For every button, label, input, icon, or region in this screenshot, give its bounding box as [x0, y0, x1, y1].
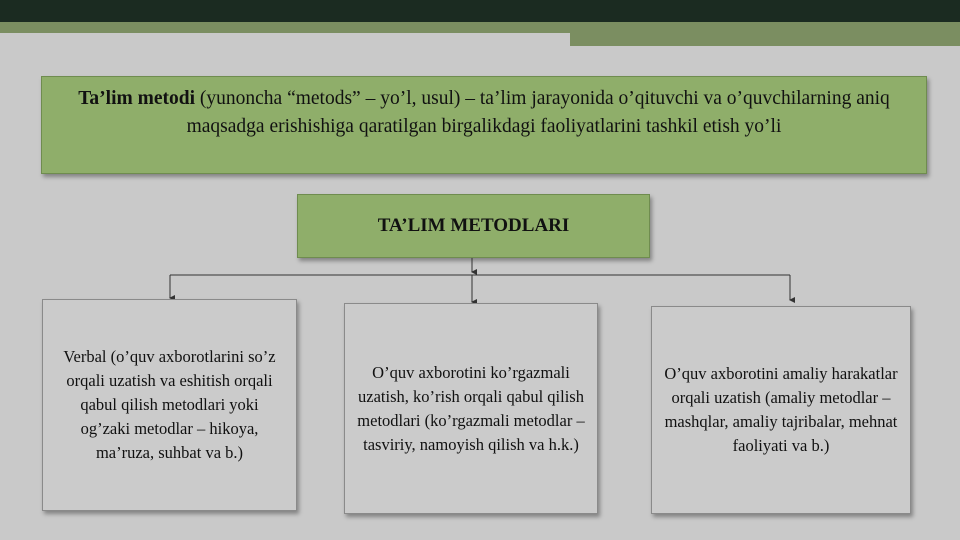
method-text-verbal: Verbal (o’quv axborotlarini so’z orqali uzatish va eshitish orqali qabul qilish metodlari yoki og’zaki metodlar – hikoya, ma’ruza, suhbat va b.) — [63, 347, 276, 462]
method-box-visual — [344, 303, 598, 514]
definition-term: Ta’lim metodi — [78, 88, 196, 109]
method-text-practical: O’quv axborotini amaliy harakatlar orqali uzatish (amaliy metodlar – mashqlar, amaliy tajribalar, mehnat faoliyati va b.) — [664, 364, 898, 455]
method-box-practical — [651, 306, 911, 514]
methods-title: TA’LIM METODLARI — [377, 215, 570, 236]
method-text-visual: O’quv axborotini ko’rgazmali uzatish, ko’rish orqali qabul qilish metodlari (ko’rgazmali metodlar – tasviriy, namoyish qilish va h.k.) — [357, 362, 585, 454]
method-box-verbal — [42, 299, 297, 511]
definition-text: (yunoncha “metods” – yo’l, usul) – ta’lim jarayonida o’qituvchi va o’quvchilarning aniq maqsadga erishishiga qaratilgan birgalikdagi faoliyatlarini tashkil etish yo’li — [186, 88, 890, 137]
